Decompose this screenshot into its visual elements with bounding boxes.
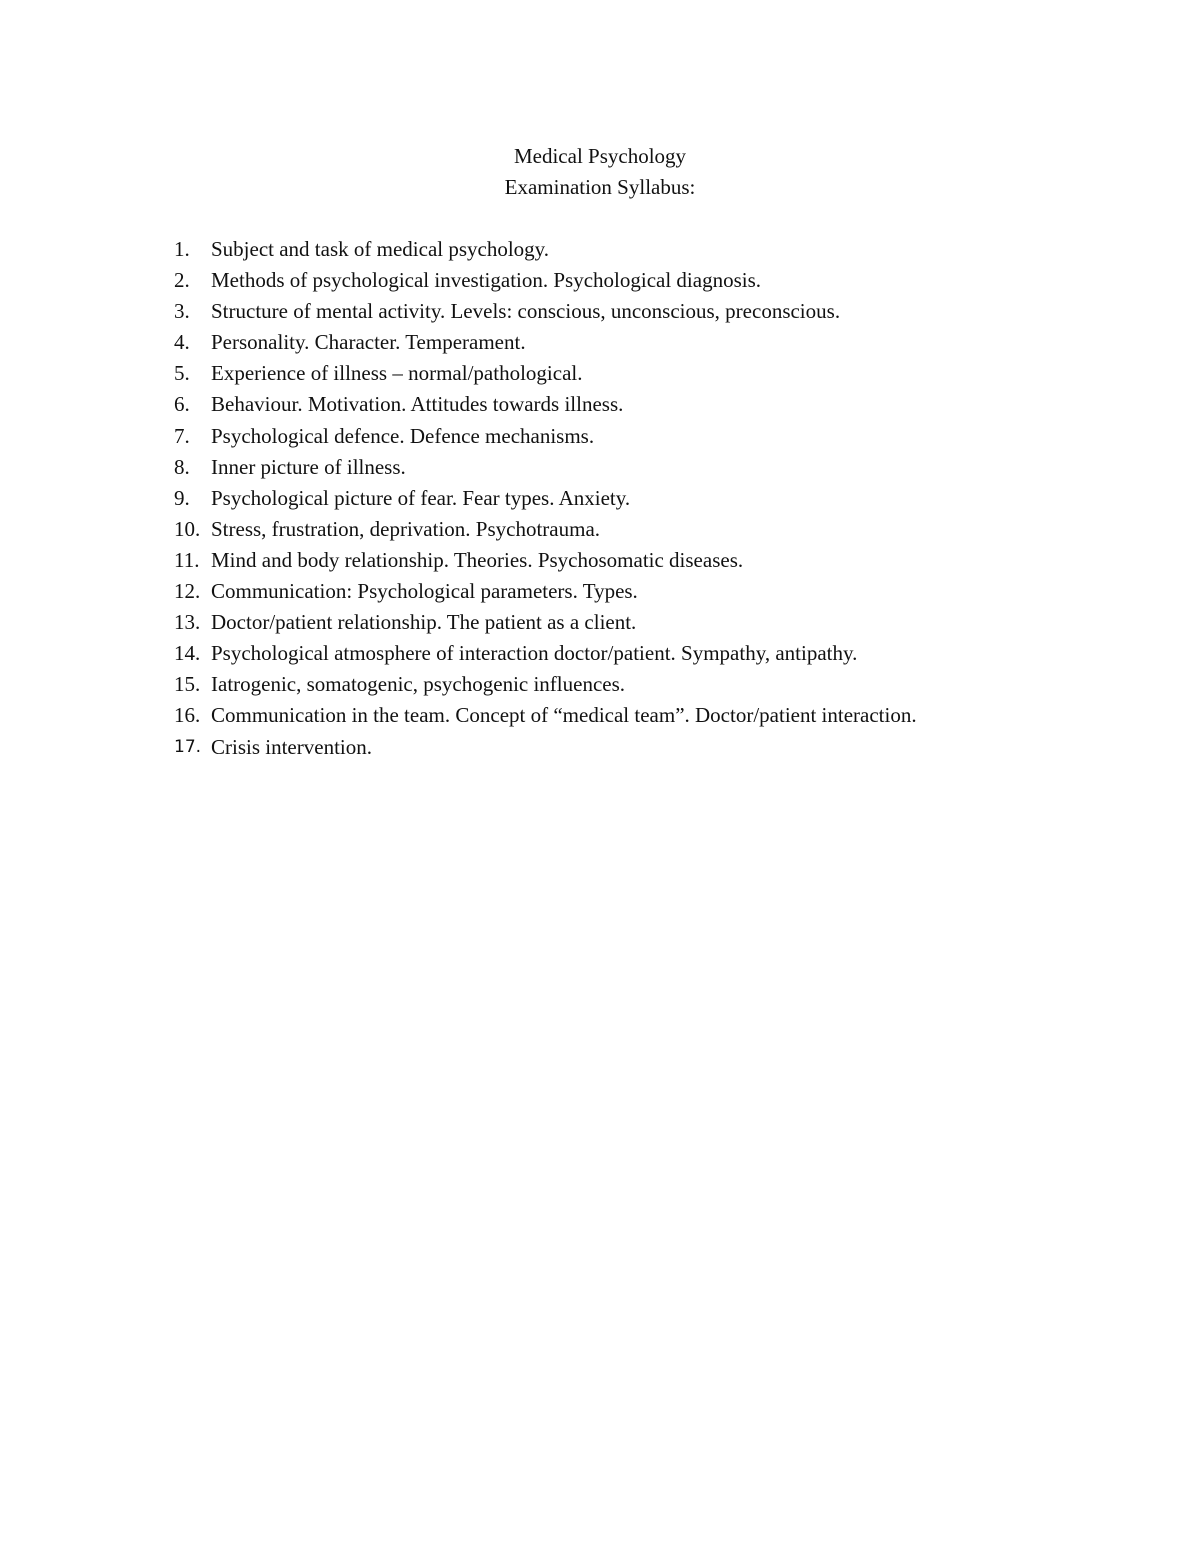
- list-item: [174, 514, 1134, 545]
- list-item: [174, 700, 1134, 731]
- item-number: 2.: [174, 268, 190, 293]
- list-item: [174, 358, 1134, 389]
- item-text: Subject and task of medical psychology.: [211, 237, 550, 261]
- list-item: [174, 265, 1134, 296]
- item-number: 15.: [174, 672, 201, 697]
- list-item: [174, 327, 1134, 358]
- item-text: Psychological picture of fear. Fear types. Anxiety.: [211, 485, 631, 510]
- item-text: Behaviour. Motivation. Attitudes towards illness.: [211, 392, 624, 417]
- item-number: 5.: [174, 361, 190, 386]
- item-text: Psychological defence. Defence mechanisms.: [211, 423, 595, 448]
- item-number: 11.: [174, 547, 200, 572]
- list-item: [174, 452, 1134, 483]
- list-item: [174, 421, 1134, 452]
- item-number: 12.: [174, 579, 201, 604]
- list-item: [174, 545, 1134, 576]
- list-item: [174, 607, 1134, 638]
- document-subtitle: Examination Syllabus:: [504, 175, 696, 199]
- item-text: Methods of psychological investigation. Psychological diagnosis.: [211, 268, 762, 293]
- item-text: Crisis intervention.: [211, 734, 372, 759]
- list-item: [174, 576, 1134, 607]
- item-text: Structure of mental activity. Levels: conscious, unconscious, preconscious.: [211, 299, 841, 324]
- list-item: [174, 483, 1134, 514]
- item-number: 17.: [174, 736, 202, 757]
- item-number: 4.: [174, 330, 190, 355]
- list-item: [174, 638, 1134, 669]
- item-number: 10.: [174, 516, 201, 541]
- item-text: Personality. Character. Temperament.: [211, 330, 526, 355]
- list-item: [174, 234, 1134, 265]
- item-text: Inner picture of illness.: [211, 454, 406, 479]
- item-number: 14.: [174, 641, 201, 666]
- item-number: 1.: [174, 237, 190, 261]
- item-text: Experience of illness – normal/pathological.: [211, 361, 583, 386]
- item-number: 13.: [174, 610, 201, 635]
- list-item: [174, 389, 1134, 420]
- item-text: Psychological atmosphere of interaction doctor/patient. Sympathy, antipathy.: [211, 641, 858, 666]
- item-number: 8.: [174, 454, 190, 479]
- syllabus-list: [174, 234, 1134, 763]
- item-text: Mind and body relationship. Theories. Psychosomatic diseases.: [211, 547, 744, 572]
- item-text: Stress, frustration, deprivation. Psychotrauma.: [211, 516, 601, 541]
- list-item: [174, 296, 1134, 327]
- item-text: Doctor/patient relationship. The patient as a client.: [211, 610, 637, 635]
- document-title: Medical Psychology: [513, 144, 687, 168]
- item-text: Communication: Psychological parameters. Types.: [211, 579, 638, 604]
- item-number: 7.: [174, 423, 190, 448]
- list-item: [174, 732, 1134, 763]
- item-text: Communication in the team. Concept of “medical team”. Doctor/patient interaction.: [211, 703, 917, 728]
- item-number: 9.: [174, 485, 190, 510]
- item-number: 6.: [174, 392, 190, 417]
- item-number: 3.: [174, 299, 190, 324]
- list-item: [174, 669, 1134, 700]
- item-number: 16.: [174, 703, 201, 728]
- item-text: Iatrogenic, somatogenic, psychogenic influences.: [211, 672, 626, 697]
